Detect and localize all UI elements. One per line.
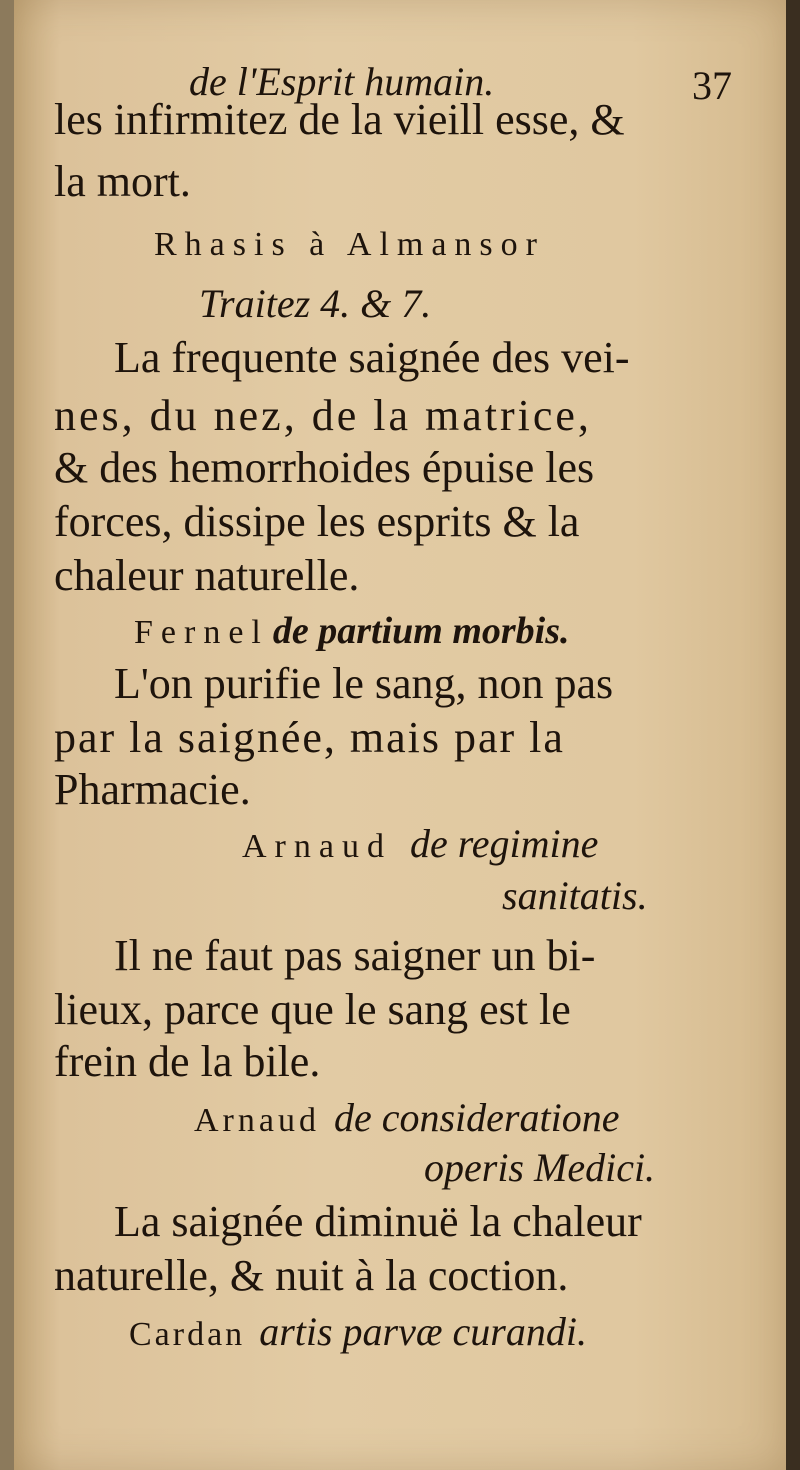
text-line: La saignée diminuë la chaleur (114, 1197, 642, 1246)
text-line: chaleur naturelle. (54, 551, 360, 600)
citation-work: de partium morbis. (272, 610, 570, 652)
citation-work: Traitez 4. & 7. (199, 281, 432, 326)
text-line: forces, dissipe les esprits & la (54, 497, 580, 546)
citation-author: Cardan (129, 1316, 246, 1353)
text-line: lieux, parce que le sang est le (54, 985, 571, 1034)
text-line: L'on purifie le sang, non pas (114, 659, 614, 708)
citation-author: Rhasis à Almansor (154, 226, 545, 263)
citation-work: operis Medici. (424, 1145, 656, 1190)
text-line: frein de la bile. (54, 1037, 321, 1086)
text-line: par la saignée, mais par la (54, 713, 565, 762)
citation (242, 821, 599, 866)
citation-work: de regimine (409, 821, 599, 866)
citation-work: de consideratione (333, 1095, 620, 1140)
text-line: les infirmitez de la vieill esse, & (54, 95, 625, 144)
citation-work: artis parvæ curandi. (259, 1309, 587, 1354)
scan-right-edge (786, 0, 800, 1470)
text-line: nes, du nez, de la matrice, (54, 391, 592, 440)
running-title: de l'Esprit humain. (189, 59, 495, 104)
scan-left-edge (0, 0, 14, 1470)
citation-author: Fernel (134, 614, 269, 651)
citation-work: sanitatis. (502, 873, 648, 918)
text-line: la mort. (54, 157, 191, 206)
citation-author: Arnaud (194, 1102, 320, 1139)
citation (134, 612, 570, 650)
text-line: Il ne faut pas saigner un bi- (114, 931, 596, 980)
book-page (14, 0, 786, 1470)
text-line: Pharmacie. (54, 765, 251, 814)
text-line: & des hemorrhoides épuise les (54, 443, 595, 492)
text-line: La frequente saignée des vei- (114, 333, 630, 382)
citation (129, 1309, 587, 1354)
text-line: naturelle, & nuit à la coction. (54, 1251, 569, 1300)
citation (194, 1095, 620, 1140)
page-number: 37 (692, 63, 732, 108)
citation-author: Arnaud (242, 828, 392, 865)
